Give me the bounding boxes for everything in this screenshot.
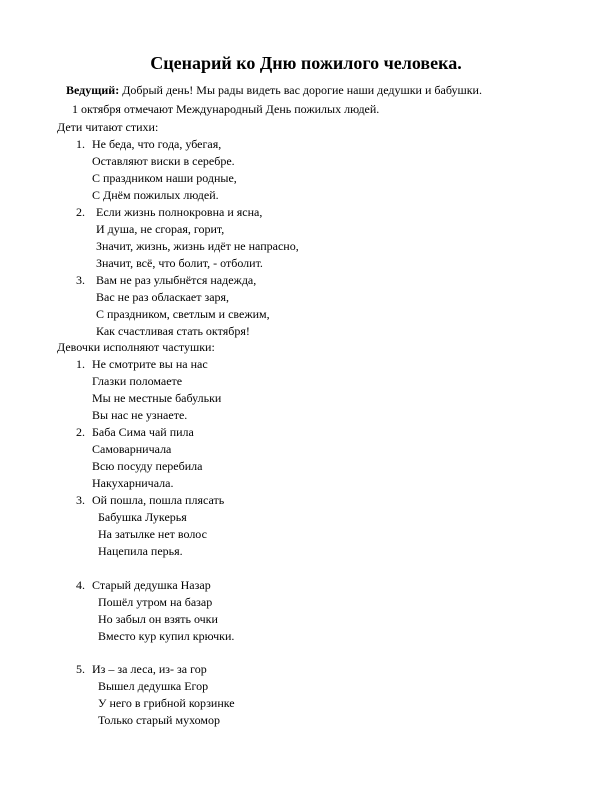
poem-number: 2. (76, 205, 85, 219)
host-label: Ведущий: (66, 83, 120, 97)
poem-line: Значит, жизнь, жизнь идёт не напрасно, (96, 239, 299, 253)
host-text: Добрый день! Мы рады видеть вас дорогие наши дедушки и бабушки. (119, 83, 482, 97)
poem-line: Вам не раз улыбнётся надежда, (96, 273, 257, 287)
ditty-line: На затылке нет волос (98, 527, 207, 541)
poem-line: Вас не раз обласкает заря, (96, 290, 230, 304)
ditty-line: Глазки поломаете (92, 374, 183, 388)
ditty-number: 3. (76, 493, 85, 507)
poem-line: Значит, всё, что болит, - отболит. (96, 256, 263, 270)
ditty-number: 5. (76, 662, 85, 676)
ditty-line: Не смотрите вы на нас (92, 357, 208, 371)
ditty-line: Старый дедушка Назар (92, 578, 211, 592)
ditty-line: Вместо кур купил крючки. (98, 629, 235, 643)
poem-line: Если жизнь полнокровна и ясна, (96, 205, 263, 219)
ditty-line: Всю посуду перебила (92, 459, 203, 473)
ditty-line: У него в грибной корзинке (98, 696, 235, 710)
ditty-line: Мы не местные бабульки (92, 391, 222, 405)
ditty-line: Накухарничала. (92, 476, 174, 490)
poem-line: С праздником, светлым и свежим, (96, 307, 270, 321)
ditty-line: Только старый мухомор (98, 713, 220, 727)
ditty-line: Бабушка Лукерья (98, 510, 187, 524)
poem-line: Как счастливая стать октября! (96, 324, 250, 338)
ditty-line: Из – за леса, из- за гор (92, 662, 207, 676)
poem-number: 1. (76, 137, 85, 151)
ditty-line: Баба Сима чай пила (92, 425, 194, 439)
poem-line: И душа, не сгорая, горит, (96, 222, 225, 236)
ditty-line: Самоварничала (92, 442, 172, 456)
poem-line: С Днём пожилых людей. (92, 188, 219, 202)
ditty-line: Вышел дедушка Егор (98, 679, 209, 693)
ditty-line: Но забыл он взять очки (98, 612, 218, 626)
ditty-line: Вы нас не узнаете. (92, 408, 188, 422)
ditty-line: Ой пошла, пошла плясать (92, 493, 225, 507)
ditty-line: Пошёл утром на базар (98, 595, 213, 609)
poems-heading: Дети читают стихи: (57, 120, 159, 134)
poem-line: Оставляют виски в серебре. (92, 154, 235, 168)
poem-line: Не беда, что года, убегая, (92, 137, 222, 151)
intro-line: 1 октября отмечают Международный День пожилых людей. (72, 102, 380, 116)
poem-number: 3. (76, 273, 85, 287)
poem-line: С праздником наши родные, (92, 171, 237, 185)
host-greeting (66, 83, 482, 97)
ditty-number: 4. (76, 578, 85, 592)
ditties-heading: Девочки исполняют частушки: (57, 340, 215, 354)
ditty-number: 1. (76, 357, 85, 371)
ditty-line: Нацепила перья. (98, 544, 183, 558)
ditty-number: 2. (76, 425, 85, 439)
document-title: Сценарий ко Дню пожилого человека. (150, 53, 462, 73)
